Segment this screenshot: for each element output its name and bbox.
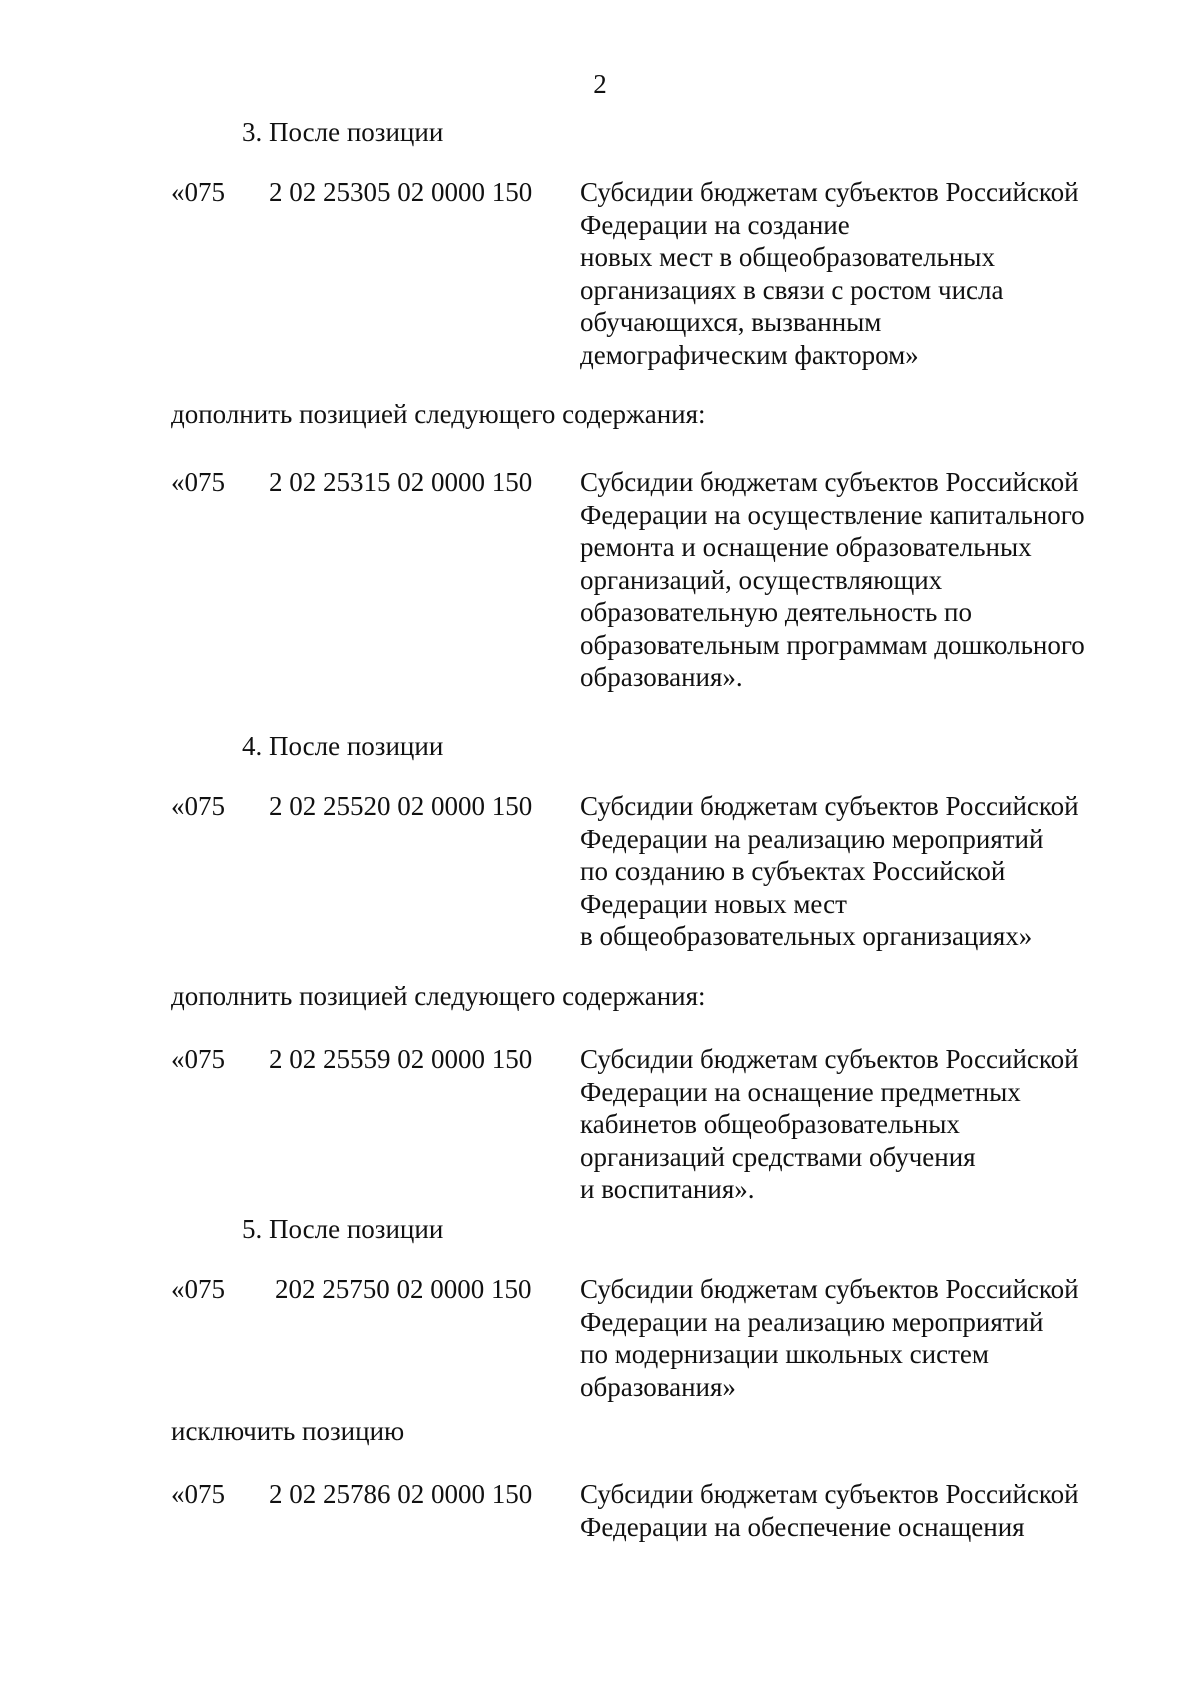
description-line: организаций, осуществляющих <box>580 564 943 595</box>
description-line: образовательную деятельность по <box>580 597 972 627</box>
description-line: Федерации на создание <box>580 209 850 240</box>
description-line: кабинетов общеобразовательных <box>580 1109 960 1139</box>
description-line: Субсидии бюджетам субъектов Российской <box>580 467 1079 497</box>
entry-description <box>580 1478 1120 1543</box>
classification-code: 2 02 25559 02 0000 150 <box>269 1044 533 1074</box>
entry-description <box>580 1043 1120 1206</box>
entry-description <box>580 1273 1120 1403</box>
description-line: ремонта и оснащение образовательных <box>580 532 1032 562</box>
description-line: организациях в связи с ростом числа <box>580 274 1004 305</box>
admin-code: «075 <box>171 177 225 207</box>
classification-code: 2 02 25520 02 0000 150 <box>269 791 533 821</box>
item-heading-4: 4. После позиции <box>242 731 444 761</box>
paragraph-exclude: исключить позицию <box>171 1416 405 1446</box>
classification-code: 2 02 25786 02 0000 150 <box>269 1479 533 1509</box>
description-line: Федерации новых мест <box>580 888 847 919</box>
description-line: образовательным программам дошкольного <box>580 629 1085 660</box>
description-line: Федерации на реализацию мероприятий <box>580 1306 1044 1337</box>
admin-code: «075 <box>171 1479 225 1509</box>
budget-entry-3 <box>171 790 1131 951</box>
description-line: Субсидии бюджетам субъектов Российской <box>580 1044 1079 1074</box>
description-line: Субсидии бюджетам субъектов Российской <box>580 177 1079 207</box>
item-heading-3: 3. После позиции <box>242 117 444 147</box>
admin-code: «075 <box>171 1044 225 1074</box>
budget-entry-5 <box>171 1273 1131 1402</box>
description-line: Субсидии бюджетам субъектов Российской <box>580 1274 1079 1304</box>
description-line: Федерации на оснащение предметных <box>580 1076 1021 1107</box>
description-line: Федерации на обеспечение оснащения <box>580 1511 1025 1542</box>
paragraph-supplement-1: дополнить позицией следующего содержания: <box>171 399 706 429</box>
page-number: 2 <box>593 69 607 99</box>
admin-code: «075 <box>171 791 225 821</box>
budget-entry-1 <box>171 176 1131 370</box>
description-line: Субсидии бюджетам субъектов Российской <box>580 791 1079 821</box>
budget-entry-2 <box>171 466 1131 692</box>
description-line: по созданию в субъектах Российской <box>580 856 1006 886</box>
description-line: и воспитания». <box>580 1174 755 1204</box>
item-heading-5: 5. После позиции <box>242 1214 444 1244</box>
description-line: новых мест в общеобразовательных <box>580 242 995 272</box>
admin-code: «075 <box>171 1274 225 1304</box>
classification-code: 2 02 25305 02 0000 150 <box>269 177 533 207</box>
paragraph-supplement-2: дополнить позицией следующего содержания: <box>171 981 706 1011</box>
entry-description <box>580 466 1120 694</box>
description-line: образования». <box>580 662 743 692</box>
description-line: образования» <box>580 1371 736 1402</box>
classification-code: 202 25750 02 0000 150 <box>275 1274 532 1304</box>
description-line: обучающихся, вызванным <box>580 307 882 337</box>
entry-description <box>580 790 1120 953</box>
description-line: Федерации на осуществление капитального <box>580 499 1085 530</box>
budget-entry-4 <box>171 1043 1131 1204</box>
description-line: в общеобразовательных организациях» <box>580 921 1033 951</box>
description-line: по модернизации школьных систем <box>580 1339 989 1369</box>
description-line: Субсидии бюджетам субъектов Российской <box>580 1479 1079 1509</box>
budget-entry-6 <box>171 1478 1131 1542</box>
description-line: демографическим фактором» <box>580 339 919 370</box>
description-line: организаций средствами обучения <box>580 1141 976 1172</box>
description-line: Федерации на реализацию мероприятий <box>580 823 1044 854</box>
entry-description <box>580 176 1120 371</box>
admin-code: «075 <box>171 467 225 497</box>
classification-code: 2 02 25315 02 0000 150 <box>269 467 533 497</box>
